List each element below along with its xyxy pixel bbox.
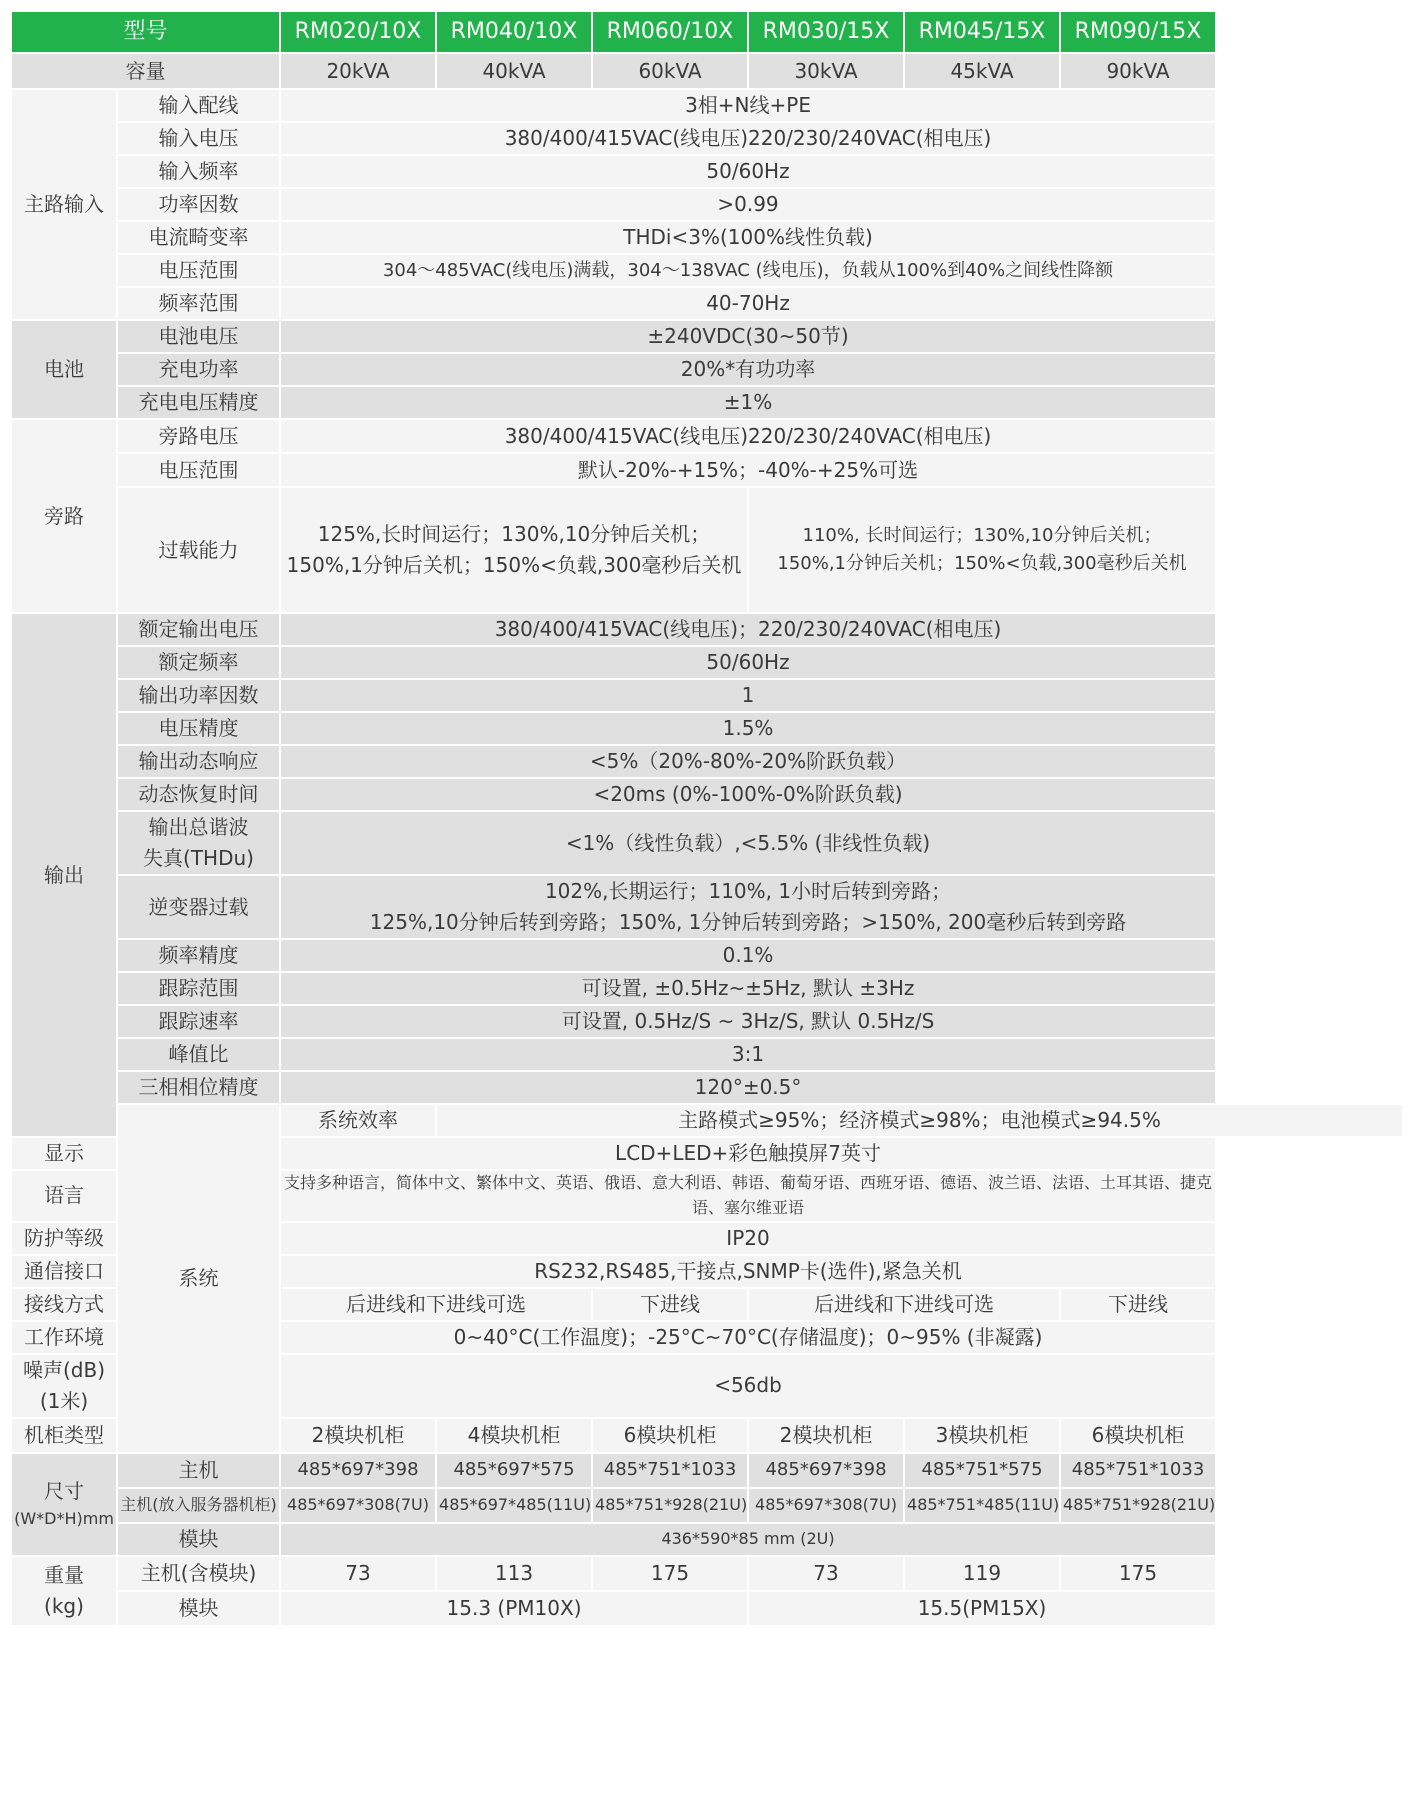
group-label-main-input: 主路输入 xyxy=(12,90,116,319)
spec-value: 380/400/415VAC(线电压)；220/230/240VAC(相电压) xyxy=(281,614,1215,645)
spec-label: 动态恢复时间 xyxy=(118,779,279,810)
spec-value: 380/400/415VAC(线电压)220/230/240VAC(相电压) xyxy=(281,123,1215,154)
spec-value: 485*697*398 xyxy=(749,1454,903,1487)
capacity-value: 40kVA xyxy=(437,54,591,88)
spec-row xyxy=(12,1454,1402,1487)
capacity-value: 90kVA xyxy=(1061,54,1215,88)
spec-value: 15.5(PM15X) xyxy=(749,1592,1215,1625)
spec-label: 机柜类型 xyxy=(12,1419,116,1452)
spec-value: 1.5% xyxy=(281,713,1215,744)
spec-label: 工作环境 xyxy=(12,1322,116,1353)
spec-value: 可设置, ±0.5Hz~±5Hz, 默认 ±3Hz xyxy=(281,973,1215,1004)
spec-value: 380/400/415VAC(线电压)220/230/240VAC(相电压) xyxy=(281,420,1215,452)
text-line: 125%,长时间运行；130%,10分钟后关机； xyxy=(317,522,711,546)
spec-row xyxy=(12,1592,1402,1625)
spec-value: 50/60Hz xyxy=(281,647,1215,678)
text-line: 输出总谐波 xyxy=(148,815,249,839)
spec-row xyxy=(12,387,1402,418)
spec-value: 主路模式≥95%；经济模式≥98%；电池模式≥94.5% xyxy=(437,1105,1402,1136)
spec-label: 额定频率 xyxy=(118,647,279,678)
spec-label: 输出功率因数 xyxy=(118,680,279,711)
spec-label: 过载能力 xyxy=(118,488,279,612)
spec-row xyxy=(12,189,1402,220)
spec-value: ±240VDC(30~50节) xyxy=(281,321,1215,352)
spec-row xyxy=(12,488,1402,612)
spec-label: 逆变器过载 xyxy=(118,876,279,938)
group-label-system: 系统 xyxy=(118,1105,279,1452)
spec-value xyxy=(281,488,747,612)
spec-value: 4模块机柜 xyxy=(437,1419,591,1452)
spec-value: 6模块机柜 xyxy=(593,1419,747,1452)
spec-value: 485*751*485(11U) xyxy=(905,1489,1059,1522)
group-label-text: 尺寸 xyxy=(44,1479,84,1504)
spec-value: 113 xyxy=(437,1557,591,1590)
spec-row xyxy=(12,321,1402,352)
spec-value: 6模块机柜 xyxy=(1061,1419,1215,1452)
spec-value: 73 xyxy=(749,1557,903,1590)
capacity-value: 30kVA xyxy=(749,54,903,88)
spec-value: 默认-20%-+15%；-40%-+25%可选 xyxy=(281,454,1215,486)
group-label-battery: 电池 xyxy=(12,321,116,418)
spec-label: 语言 xyxy=(12,1171,116,1221)
spec-value: >0.99 xyxy=(281,189,1215,220)
spec-value: 485*751*928(21U) xyxy=(593,1489,747,1522)
model-name: RM090/15X xyxy=(1061,12,1215,52)
spec-row xyxy=(12,420,1402,452)
spec-value: 485*751*575 xyxy=(905,1454,1059,1487)
spec-label: 跟踪速率 xyxy=(118,1006,279,1037)
spec-row xyxy=(12,680,1402,711)
group-label-unit: (kg) xyxy=(44,1593,84,1618)
spec-label: 额定输出电压 xyxy=(118,614,279,645)
spec-label: 峰值比 xyxy=(118,1039,279,1070)
spec-row xyxy=(12,1524,1402,1555)
spec-row xyxy=(12,288,1402,319)
spec-row xyxy=(12,1105,1402,1136)
spec-value: 175 xyxy=(1061,1557,1215,1590)
spec-value: 485*697*575 xyxy=(437,1454,591,1487)
spec-row xyxy=(12,454,1402,486)
spec-value: 40-70Hz xyxy=(281,288,1215,319)
group-label-weight xyxy=(12,1557,116,1625)
spec-row xyxy=(12,1072,1402,1103)
spec-value: IP20 xyxy=(281,1223,1215,1254)
header-row xyxy=(12,12,1402,52)
text-line: 150%,1分钟后关机；150%<负载,300毫秒后关机 xyxy=(286,553,742,577)
spec-label: 功率因数 xyxy=(118,189,279,220)
spec-row xyxy=(12,354,1402,385)
spec-row xyxy=(12,713,1402,744)
spec-value: 下进线 xyxy=(593,1289,747,1320)
spec-row xyxy=(12,156,1402,187)
spec-label: 主机(含模块) xyxy=(118,1557,279,1590)
spec-value: 可设置, 0.5Hz/S ~ 3Hz/S, 默认 0.5Hz/S xyxy=(281,1006,1215,1037)
model-name: RM045/15X xyxy=(905,12,1059,52)
text-line: 125%,10分钟后转到旁路；150%, 1分钟后转到旁路；>150%, 200毫秒后转到旁路 xyxy=(369,910,1127,934)
spec-label: 主机(放入服务器机柜) xyxy=(118,1489,279,1522)
text-line: 110%, 长时间运行；130%,10分钟后关机； xyxy=(802,525,1162,547)
spec-value: 436*590*85 mm (2U) xyxy=(281,1524,1215,1555)
spec-label: 电压精度 xyxy=(118,713,279,744)
spec-value: RS232,RS485,干接点,SNMP卡(选件),紧急关机 xyxy=(281,1256,1215,1287)
spec-row xyxy=(12,1006,1402,1037)
spec-label: 输入电压 xyxy=(118,123,279,154)
spec-label: 频率精度 xyxy=(118,940,279,971)
spec-value: 后进线和下进线可选 xyxy=(749,1289,1059,1320)
group-label-output: 输出 xyxy=(12,614,116,1136)
spec-label: 接线方式 xyxy=(12,1289,116,1320)
text-line: 102%,长期运行；110%, 1小时后转到旁路； xyxy=(544,879,952,903)
group-label-size xyxy=(12,1454,116,1555)
capacity-value: 20kVA xyxy=(281,54,435,88)
spec-row xyxy=(12,779,1402,810)
spec-value: 后进线和下进线可选 xyxy=(281,1289,591,1320)
spec-table xyxy=(10,10,1404,1627)
spec-row xyxy=(12,746,1402,777)
model-name: RM020/10X xyxy=(281,12,435,52)
model-label: 型号 xyxy=(12,12,279,52)
spec-value: 3:1 xyxy=(281,1039,1215,1070)
spec-value: 支持多种语言，简体中文、繁体中文、英语、俄语、意大利语、韩语、葡萄牙语、西班牙语、德语、波兰语、法语、土耳其语、捷克语、塞尔维亚语 xyxy=(281,1171,1215,1221)
text-line: 150%,1分钟后关机；150%<负载,300毫秒后关机 xyxy=(777,553,1187,574)
spec-label: 充电功率 xyxy=(118,354,279,385)
capacity-value: 45kVA xyxy=(905,54,1059,88)
spec-value: 2模块机柜 xyxy=(281,1419,435,1452)
spec-value: 175 xyxy=(593,1557,747,1590)
spec-label: 电压范围 xyxy=(118,454,279,486)
spec-value: 15.3 (PM10X) xyxy=(281,1592,747,1625)
spec-value: <20ms (0%-100%-0%阶跃负载) xyxy=(281,779,1215,810)
spec-value: 485*697*308(7U) xyxy=(281,1489,435,1522)
spec-value: LCD+LED+彩色触摸屏7英寸 xyxy=(281,1138,1215,1169)
spec-label: 显示 xyxy=(12,1138,116,1169)
spec-value: <56db xyxy=(281,1355,1215,1417)
spec-label: 通信接口 xyxy=(12,1256,116,1287)
spec-row xyxy=(12,90,1402,121)
spec-label: 输出动态响应 xyxy=(118,746,279,777)
spec-label: 系统效率 xyxy=(281,1105,435,1136)
spec-row xyxy=(12,940,1402,971)
spec-label: 防护等级 xyxy=(12,1223,116,1254)
spec-label: 模块 xyxy=(118,1524,279,1555)
spec-value: <1%（线性负载）,<5.5% (非线性负载) xyxy=(281,812,1215,874)
spec-value: 下进线 xyxy=(1061,1289,1215,1320)
spec-value: 73 xyxy=(281,1557,435,1590)
spec-row xyxy=(12,255,1402,286)
spec-label: 输入频率 xyxy=(118,156,279,187)
spec-row xyxy=(12,222,1402,253)
spec-value xyxy=(281,876,1215,938)
spec-value: 485*697*398 xyxy=(281,1454,435,1487)
spec-label xyxy=(118,812,279,874)
spec-value: 304～485VAC(线电压)满载，304～138VAC (线电压)，负载从100%到40%之间线性降额 xyxy=(281,255,1215,286)
spec-label: 电池电压 xyxy=(118,321,279,352)
spec-row xyxy=(12,123,1402,154)
spec-value: 485*697*485(11U) xyxy=(437,1489,591,1522)
spec-value xyxy=(749,488,1215,612)
spec-value: ±1% xyxy=(281,387,1215,418)
spec-label: 输入配线 xyxy=(118,90,279,121)
spec-row xyxy=(12,1557,1402,1590)
capacity-label: 容量 xyxy=(12,54,279,88)
spec-value: 0~40°C(工作温度)；-25°C~70°C(存储温度)；0~95% (非凝露) xyxy=(281,1322,1215,1353)
spec-label: 主机 xyxy=(118,1454,279,1487)
spec-row xyxy=(12,1489,1402,1522)
spec-label: 三相相位精度 xyxy=(118,1072,279,1103)
model-name: RM040/10X xyxy=(437,12,591,52)
spec-label: 旁路电压 xyxy=(118,420,279,452)
text-line: 失真(THDu) xyxy=(143,846,254,870)
spec-value: <5%（20%-80%-20%阶跃负载） xyxy=(281,746,1215,777)
capacity-value: 60kVA xyxy=(593,54,747,88)
spec-value: 0.1% xyxy=(281,940,1215,971)
group-label-bypass: 旁路 xyxy=(12,420,116,612)
spec-label: 充电电压精度 xyxy=(118,387,279,418)
capacity-row xyxy=(12,54,1402,88)
spec-row xyxy=(12,973,1402,1004)
spec-row xyxy=(12,876,1402,938)
spec-label: 跟踪范围 xyxy=(118,973,279,1004)
spec-value: 485*751*1033 xyxy=(1061,1454,1215,1487)
spec-value: 119 xyxy=(905,1557,1059,1590)
spec-row xyxy=(12,614,1402,645)
spec-value: 3模块机柜 xyxy=(905,1419,1059,1452)
model-name: RM030/15X xyxy=(749,12,903,52)
spec-value: 1 xyxy=(281,680,1215,711)
spec-value: 485*751*1033 xyxy=(593,1454,747,1487)
spec-value: THDi<3%(100%线性负载) xyxy=(281,222,1215,253)
spec-row xyxy=(12,812,1402,874)
spec-row xyxy=(12,647,1402,678)
spec-label: 电压范围 xyxy=(118,255,279,286)
spec-label: 模块 xyxy=(118,1592,279,1625)
spec-value: 50/60Hz xyxy=(281,156,1215,187)
spec-label: 频率范围 xyxy=(118,288,279,319)
group-label-unit: (W*D*H)mm xyxy=(14,1509,114,1529)
spec-value: 20%*有功功率 xyxy=(281,354,1215,385)
spec-value: 2模块机柜 xyxy=(749,1419,903,1452)
spec-label: 噪声(dB)(1米) xyxy=(12,1355,116,1417)
spec-value: 120°±0.5° xyxy=(281,1072,1215,1103)
spec-value: 485*697*308(7U) xyxy=(749,1489,903,1522)
spec-value: 485*751*928(21U) xyxy=(1061,1489,1215,1522)
group-label-text: 重量 xyxy=(44,1562,84,1587)
spec-row xyxy=(12,1039,1402,1070)
spec-value: 3相+N线+PE xyxy=(281,90,1215,121)
spec-label: 电流畸变率 xyxy=(118,222,279,253)
model-name: RM060/10X xyxy=(593,12,747,52)
